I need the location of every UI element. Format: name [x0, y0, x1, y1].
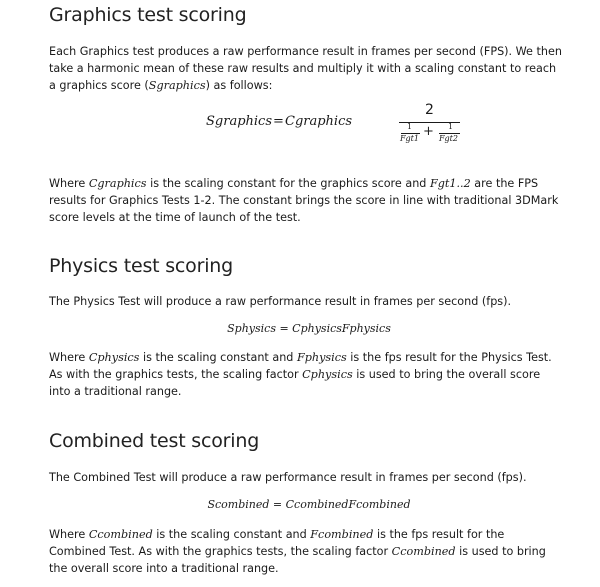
- physics-heading: Physics test scoring: [49, 255, 233, 277]
- combined-where-text-1: Where: [49, 528, 89, 541]
- graphics-where-text-3: are the FPS results for Graphics Tests 1-2. The constant brings the score in line with traditional 3DMark score levels at the time of launch of the test.: [49, 177, 559, 224]
- graphics-intro: [49, 43, 564, 94]
- graphics-eq-term2-den: Fgt2: [439, 134, 458, 143]
- combined-intro: The Combined Test will produce a raw performance result in frames per second (fps).: [49, 471, 527, 484]
- physics-equation: Sphysics = CphysicsFphysics: [227, 322, 391, 335]
- graphics-equation: [204, 100, 458, 150]
- combined-where-math-1: Ccombined: [88, 528, 153, 541]
- physics-where-text-3: is the fps result for the Physics Test. As with the graphics tests, the scaling factor: [49, 351, 552, 381]
- graphics-where: [49, 175, 564, 226]
- physics-where-math-3: Cphysics: [302, 368, 353, 381]
- combined-where: [49, 526, 564, 577]
- graphics-where-text-2: is the scaling constant for the graphics score and: [146, 177, 430, 190]
- physics-where-text-4: is used to bring the overall score into a traditional range.: [49, 368, 541, 398]
- graphics-eq-numerator: 2: [425, 102, 434, 118]
- graphics-eq-lhs: Sgraphics: [206, 114, 272, 129]
- graphics-eq-term1-num: 1: [407, 122, 413, 131]
- graphics-heading: Graphics test scoring: [49, 4, 247, 26]
- graphics-where-math-1: Cgraphics: [88, 177, 147, 190]
- combined-equation: Scombined = CcombinedFcombined: [207, 498, 411, 511]
- combined-heading: Combined test scoring: [49, 430, 260, 452]
- combined-where-math-2: Fcombined: [310, 528, 374, 541]
- graphics-eq-equals: =: [273, 114, 284, 129]
- graphics-eq-term1-den: Fgt1: [400, 134, 419, 143]
- combined-where-text-4: is used to bring the overall score into a traditional range.: [49, 545, 546, 575]
- combined-where-text-2: is the scaling constant and: [152, 528, 311, 541]
- graphics-intro-text-2: ) as follows:: [205, 79, 273, 92]
- graphics-eq-const: Cgraphics: [285, 114, 353, 129]
- physics-where-math-1: Cphysics: [88, 351, 140, 364]
- combined-where-math-3: Ccombined: [391, 545, 456, 558]
- graphics-eq-term2-num: 1: [448, 122, 454, 131]
- graphics-eq-plus: +: [423, 124, 434, 139]
- physics-where-text-1: Where: [49, 351, 89, 364]
- graphics-where-math-2: Fgt1..2: [429, 177, 471, 190]
- graphics-intro-math: Sgraphics: [148, 79, 206, 92]
- physics-where-math-2: Fphysics: [296, 351, 347, 364]
- combined-where-text-3: is the fps result for the Combined Test. As with the graphics tests, the scaling factor: [49, 528, 505, 558]
- physics-where: [49, 349, 564, 400]
- physics-where-text-2: is the scaling constant and: [139, 351, 297, 364]
- physics-intro: The Physics Test will produce a raw performance result in frames per second (fps).: [49, 295, 512, 308]
- graphics-intro-text-1: Each Graphics test produces a raw performance result in frames per second (FPS). We then take a harmonic mean of these raw results and multiply it with a scaling constant to reach a graphics score (: [49, 45, 562, 92]
- graphics-where-text-1: Where: [49, 177, 89, 190]
